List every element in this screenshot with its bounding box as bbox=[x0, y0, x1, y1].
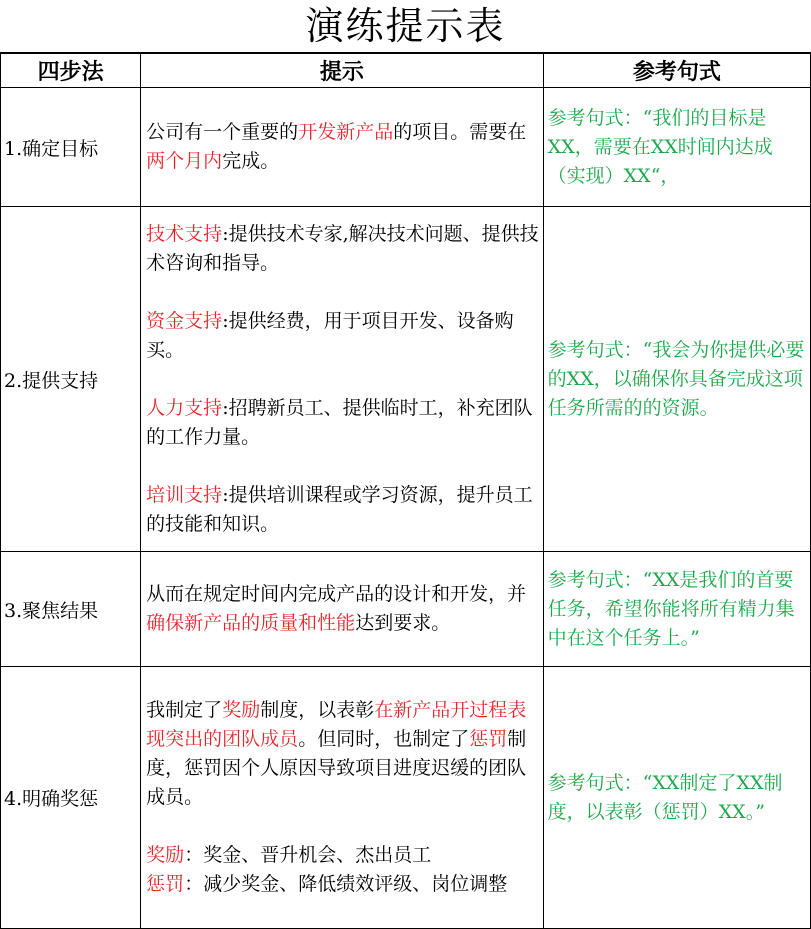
reference-sentence: 参考句式：“我会为你提供必要的XX，以确保你具备完成这项任务所需的的资源。 bbox=[543, 207, 810, 552]
support-item bbox=[146, 394, 538, 452]
tip-text bbox=[146, 696, 538, 812]
penalty-text: ：减少奖金、降低绩效评级、岗位调整 bbox=[184, 873, 508, 895]
plain-text: 的项目。需要在 bbox=[393, 121, 527, 143]
tip-cell bbox=[141, 88, 543, 207]
highlight-text: 惩罚 bbox=[469, 728, 508, 750]
table-row bbox=[1, 552, 811, 667]
tip-table bbox=[0, 53, 811, 929]
reward-text: ：奖金、晋升机会、杰出员工 bbox=[184, 844, 432, 866]
support-label: 人力支持 bbox=[146, 396, 223, 419]
plain-text: 制度，惩罚因个人原因导致项目进度迟缓的团队成员。 bbox=[146, 728, 527, 808]
support-item bbox=[146, 307, 538, 365]
highlight-text: 奖励 bbox=[222, 699, 261, 721]
reference-sentence: 参考句式：“XX是我们的首要任务，希望你能将所有精力集中在这个任务上。” bbox=[543, 552, 810, 667]
tip-text bbox=[146, 121, 526, 172]
plain-text: 制度，以表彰 bbox=[260, 699, 375, 721]
step-label: 3.聚焦结果 bbox=[1, 552, 141, 667]
step-label: 2.提供支持 bbox=[1, 207, 141, 552]
highlight-text: 确保新产品的质量和性能 bbox=[146, 612, 356, 634]
support-label: 培训支持 bbox=[146, 483, 223, 506]
support-text: :提供培训课程或学习资源，提升员工的技能和知识。 bbox=[146, 483, 533, 535]
plain-text: 从而在规定时间内完成产品的设计和开发，并 bbox=[146, 583, 527, 605]
table-row bbox=[1, 207, 811, 552]
header-row bbox=[1, 54, 811, 88]
table-row bbox=[1, 667, 811, 929]
reward-item bbox=[146, 841, 538, 870]
step-label: 1.确定目标 bbox=[1, 88, 141, 207]
support-label: 技术支持 bbox=[146, 222, 223, 245]
penalty-label: 惩罚 bbox=[146, 873, 185, 895]
plain-text: 我制定了 bbox=[146, 699, 223, 721]
header-steps: 四步法 bbox=[1, 54, 141, 88]
support-text: :招聘新员工、提供临时工，补充团队的工作力量。 bbox=[146, 396, 533, 448]
plain-text: 。但同时，也制定了 bbox=[298, 728, 470, 750]
reference-sentence: 参考句式：“我们的目标是XX，需要在XX时间内达成（实现）XX“， bbox=[543, 88, 810, 207]
plain-text: 完成。 bbox=[222, 150, 280, 172]
plain-text: 公司有一个重要的 bbox=[146, 121, 299, 143]
plain-text: 达到要求。 bbox=[355, 612, 451, 634]
header-reference: 参考句式 bbox=[543, 54, 810, 88]
tip-cell bbox=[141, 552, 543, 667]
tip-cell bbox=[141, 207, 543, 552]
highlight-text: 两个月内 bbox=[146, 150, 223, 172]
reference-sentence: 参考句式：“XX制定了XX制度，以表彰（惩罚）XX。” bbox=[543, 667, 810, 929]
header-tips: 提示 bbox=[141, 54, 543, 88]
penalty-item bbox=[146, 870, 538, 899]
support-item bbox=[146, 481, 538, 539]
highlight-text: 开发新产品 bbox=[298, 121, 394, 143]
step-label: 4.明确奖惩 bbox=[1, 667, 141, 929]
page-title: 演练提示表 bbox=[0, 0, 811, 53]
support-item bbox=[146, 220, 538, 278]
tip-cell bbox=[141, 667, 543, 929]
support-text: :提供经费，用于项目开发、设备购买。 bbox=[146, 309, 514, 361]
table-row bbox=[1, 88, 811, 207]
highlight-text: 在新产品开过程表现突出的团队成员 bbox=[146, 699, 527, 750]
support-label: 资金支持 bbox=[146, 309, 223, 332]
reward-label: 奖励 bbox=[146, 844, 185, 866]
tip-text bbox=[146, 583, 526, 634]
support-text: :提供技术专家,解决技术问题、提供技术咨询和指导。 bbox=[146, 222, 539, 274]
